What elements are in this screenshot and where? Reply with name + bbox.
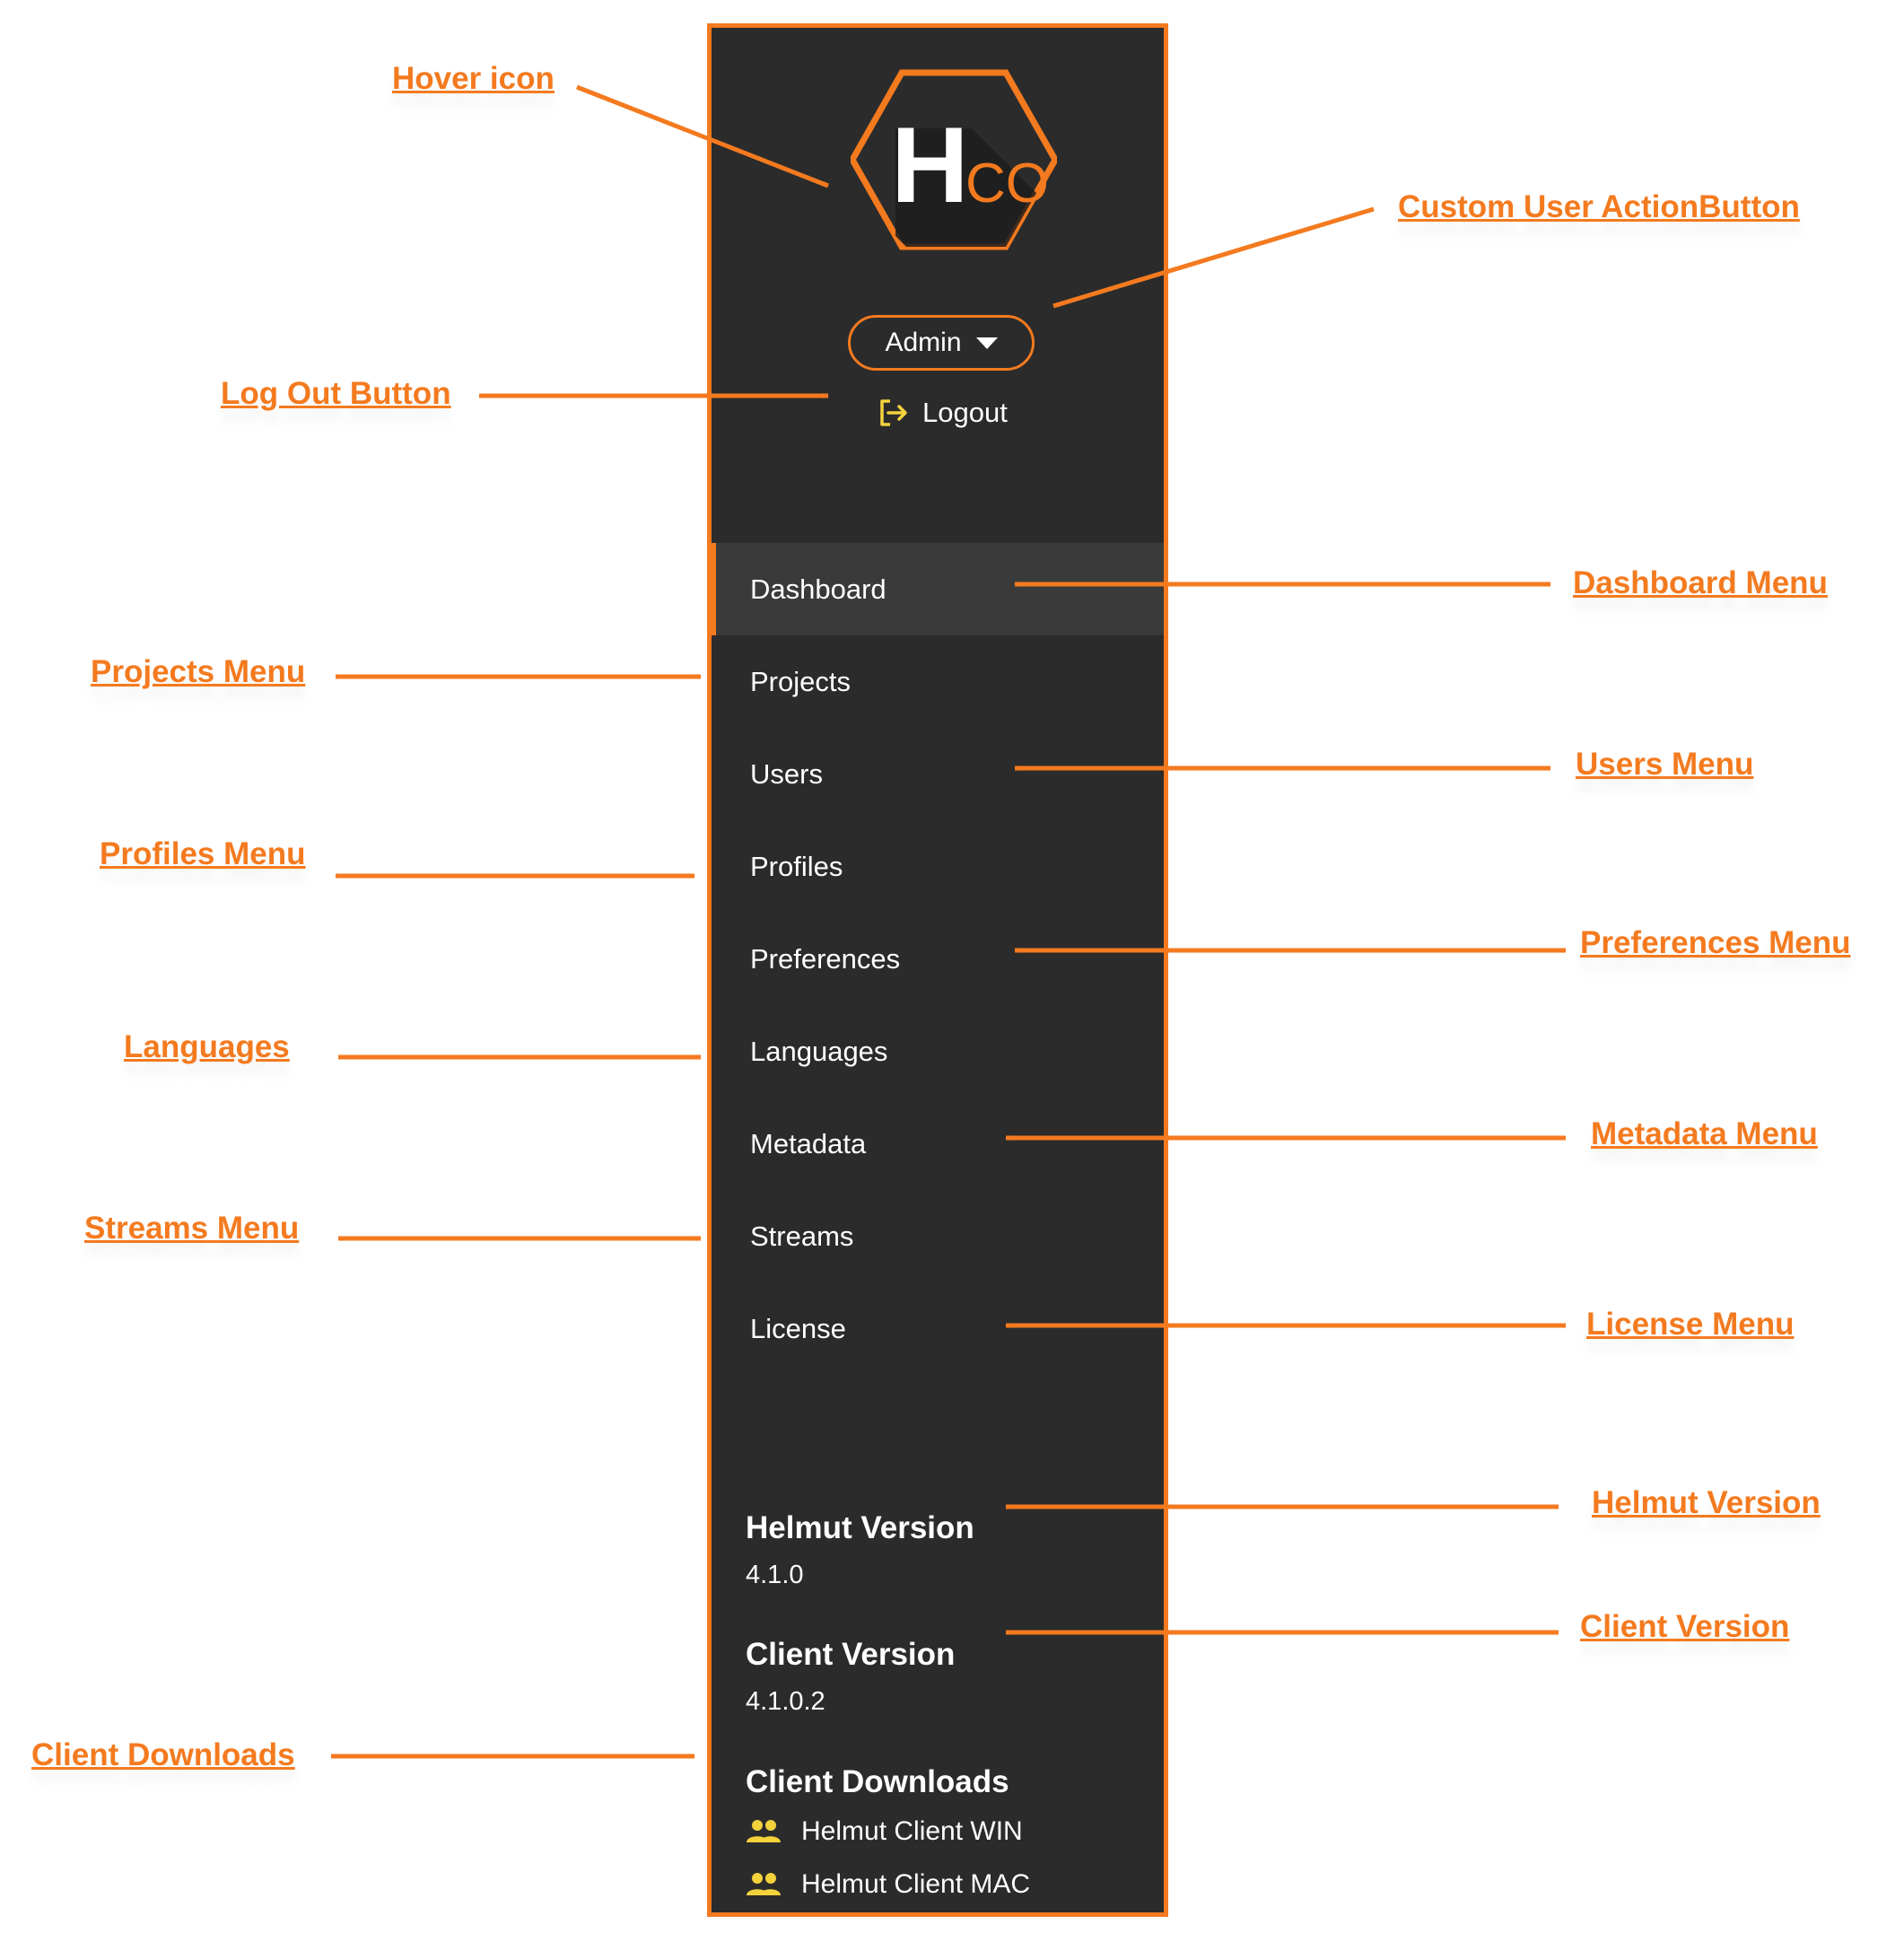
callout-dashboard-menu: Dashboard Menu <box>1573 565 1828 600</box>
download-link-label: Helmut Client MAC <box>801 1869 1031 1899</box>
menu-item-label: Users <box>750 757 823 790</box>
callout-log-out-button: Log Out Button <box>221 376 451 411</box>
callout-languages: Languages <box>124 1029 290 1064</box>
menu-item-label: Dashboard <box>750 573 886 605</box>
logo-letters-co: CO <box>965 153 1049 214</box>
user-name: Admin <box>885 328 962 357</box>
menu-item-label: Languages <box>750 1035 888 1067</box>
menu-item-label: Profiles <box>750 850 843 882</box>
helmut-version-value: 4.1.0 <box>746 1561 804 1589</box>
menu-item-label: Metadata <box>750 1127 867 1159</box>
arrow-user-action <box>1053 209 1374 306</box>
client-version-value: 4.1.0.2 <box>746 1687 825 1716</box>
callout-hover-icon: Hover icon <box>392 61 555 96</box>
logout-label: Logout <box>922 397 1008 428</box>
callout-license-menu: License Menu <box>1586 1307 1795 1342</box>
callout-client-version: Client Version <box>1580 1609 1790 1644</box>
download-link-label: Helmut Client WIN <box>801 1816 1023 1846</box>
menu-item-label: Preferences <box>750 942 901 975</box>
menu-item-label: Streams <box>750 1220 854 1252</box>
callout-streams-menu: Streams Menu <box>84 1211 300 1246</box>
callout-projects-menu: Projects Menu <box>91 654 306 689</box>
callout-users-menu: Users Menu <box>1576 747 1754 782</box>
logo-letter-h: H <box>891 105 969 225</box>
arrow-hover-icon <box>577 87 828 186</box>
callout-profiles-menu: Profiles Menu <box>100 836 306 871</box>
callout-metadata-menu: Metadata Menu <box>1591 1116 1818 1151</box>
callout-custom-user-action-button: Custom User ActionButton <box>1398 189 1800 224</box>
menu-item-label: Projects <box>750 665 851 697</box>
client-version-title: Client Version <box>746 1637 956 1672</box>
client-downloads-title: Client Downloads <box>746 1764 1009 1799</box>
callout-client-downloads: Client Downloads <box>31 1737 295 1772</box>
callout-preferences-menu: Preferences Menu <box>1580 925 1851 960</box>
menu-item-label: License <box>750 1312 846 1344</box>
helmut-version-title: Helmut Version <box>746 1510 974 1545</box>
callout-helmut-version: Helmut Version <box>1592 1485 1821 1520</box>
